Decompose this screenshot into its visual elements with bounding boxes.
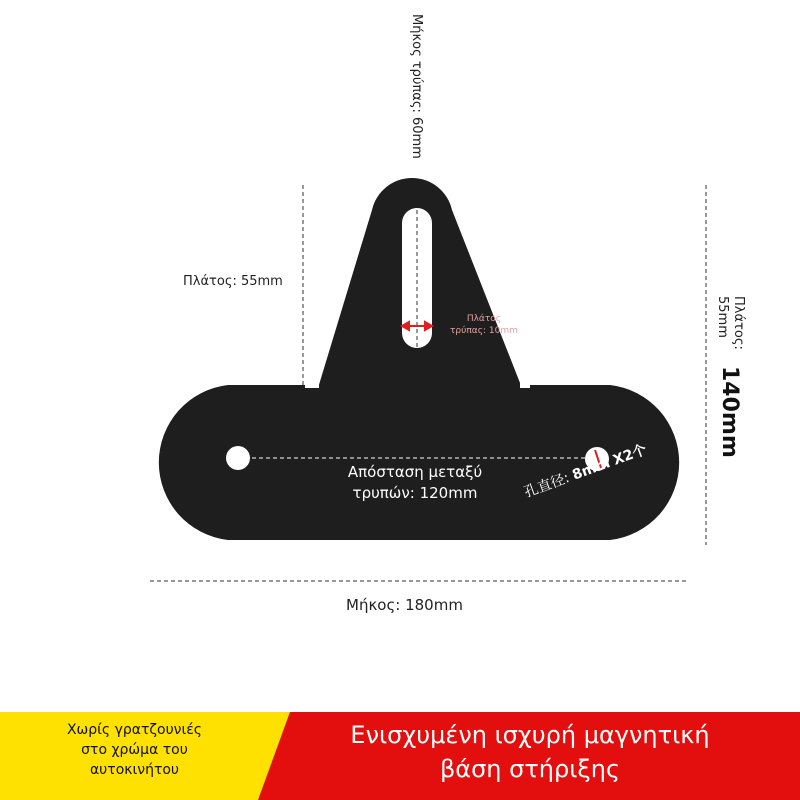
- banner-left-line: αυτοκινήτου: [89, 762, 180, 778]
- bottom-banner: [0, 712, 800, 800]
- slot-width-label: [450, 313, 518, 337]
- banner-right-text: [290, 718, 770, 786]
- hole-left: [226, 446, 250, 470]
- hole-diameter-value: 8mm: [570, 455, 613, 484]
- banner-right-line: βάση στήριξης: [439, 755, 621, 783]
- banner-left-line: στο χρώμα του: [81, 742, 188, 758]
- slot-length-label: Μήκος τρύπας: 60mm: [409, 14, 424, 159]
- hole-diameter-prefix: 孔直径:: [522, 470, 572, 502]
- banner-left-text: [22, 720, 247, 780]
- tab-width-label: Πλάτος: 55mm: [183, 274, 283, 289]
- hole-distance-line1: Απόσταση μεταξύ: [347, 463, 483, 481]
- hole-distance-line2: τρυπών: 120mm: [352, 484, 478, 502]
- hole-count: X2个: [611, 441, 649, 469]
- slot-width-line2: τρύπας: 10mm: [450, 326, 518, 336]
- banner-right-line: Ενισχυμένη ισχυρή μαγνητική: [350, 721, 710, 749]
- banner-left-line: Χωρίς γρατζουνιές: [66, 722, 203, 738]
- length-label: Μήκος: 180mm: [346, 596, 463, 614]
- height-label: 140mm: [717, 366, 742, 458]
- hole-distance-label: [320, 462, 510, 504]
- slot-width-line1: Πλάτος: [466, 314, 502, 324]
- right-width-line1: Πλάτος:: [731, 296, 746, 350]
- right-width-line2: 55mm: [715, 296, 730, 338]
- right-width-label: [714, 296, 746, 350]
